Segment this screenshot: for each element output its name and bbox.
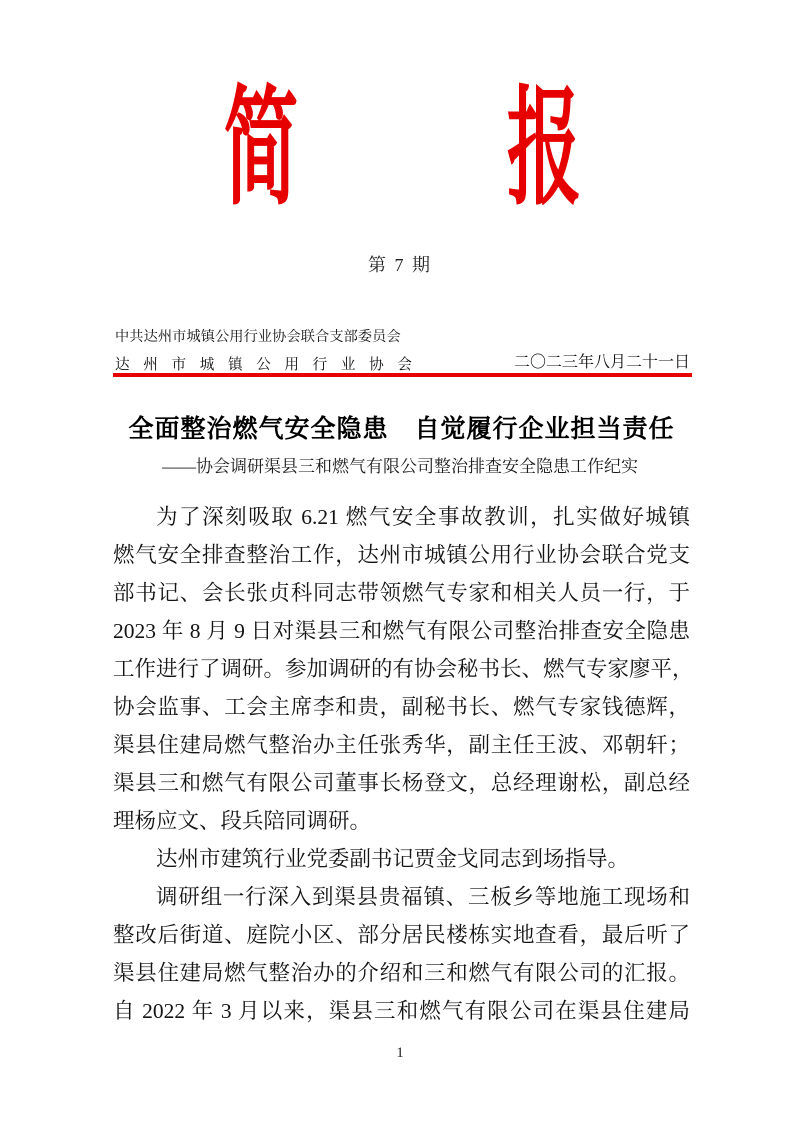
issuer-association-line: 达州市城镇公用行业协会 (115, 357, 412, 373)
issuer-party-committee-line: 中共达州市城镇公用行业协会联合支部委员会 (115, 329, 401, 345)
article-subtitle: ——协会调研渠县三和燃气有限公司整治排查安全隐患工作纪实 (162, 457, 638, 476)
masthead-char-bao: 报 (506, 78, 582, 220)
masthead-char-jian: 简 (223, 78, 299, 220)
body-line: 整改后街道、庭院小区、部分居民楼栋实地查看，最后听了 (113, 923, 690, 947)
issue-number: 第 7 期 (368, 255, 432, 275)
article-body (113, 498, 694, 1030)
body-line: 部书记、会长张贞科同志带领燃气专家和相关人员一行，于 (113, 581, 690, 605)
body-line: 理杨应文、段兵陪同调研。 (113, 809, 372, 833)
body-line: 工作进行了调研。参加调研的有协会秘书长、燃气专家廖平， (113, 657, 694, 681)
body-line: 协会监事、工会主席李和贵，副秘书长、燃气专家钱德辉， (113, 695, 690, 719)
issuer-block (115, 326, 412, 374)
body-line: 燃气安全排查整治工作，达州市城镇公用行业协会联合党支 (113, 543, 690, 567)
body-line: 渠县住建局燃气整治办的介绍和三和燃气有限公司的汇报。 (113, 961, 690, 985)
body-line: 达州市建筑行业党委副书记贾金戈同志到场指导。 (156, 847, 630, 871)
article-title: 全面整治燃气安全隐患 自觉履行企业担当责任 (128, 416, 675, 443)
body-line: 2023 年 8 月 9 日对渠县三和燃气有限公司整治排查安全隐患 (113, 619, 690, 643)
page-number: 1 (396, 1045, 404, 1061)
red-divider (113, 373, 692, 377)
body-line: 渠县三和燃气有限公司董事长杨登文，总经理谢松，副总经 (113, 771, 690, 795)
body-line: 自 2022 年 3 月以来，渠县三和燃气有限公司在渠县住建局 (113, 999, 690, 1023)
body-line: 为了深刻吸取 6.21 燃气安全事故教训，扎实做好城镇 (156, 505, 690, 529)
body-line: 渠县住建局燃气整治办主任张秀华，副主任王波、邓朝轩； (113, 733, 690, 757)
body-line: 调研组一行深入到渠县贵福镇、三板乡等地施工现场和 (156, 885, 690, 909)
issue-date: 二〇二三年八月二十一日 (513, 354, 690, 371)
